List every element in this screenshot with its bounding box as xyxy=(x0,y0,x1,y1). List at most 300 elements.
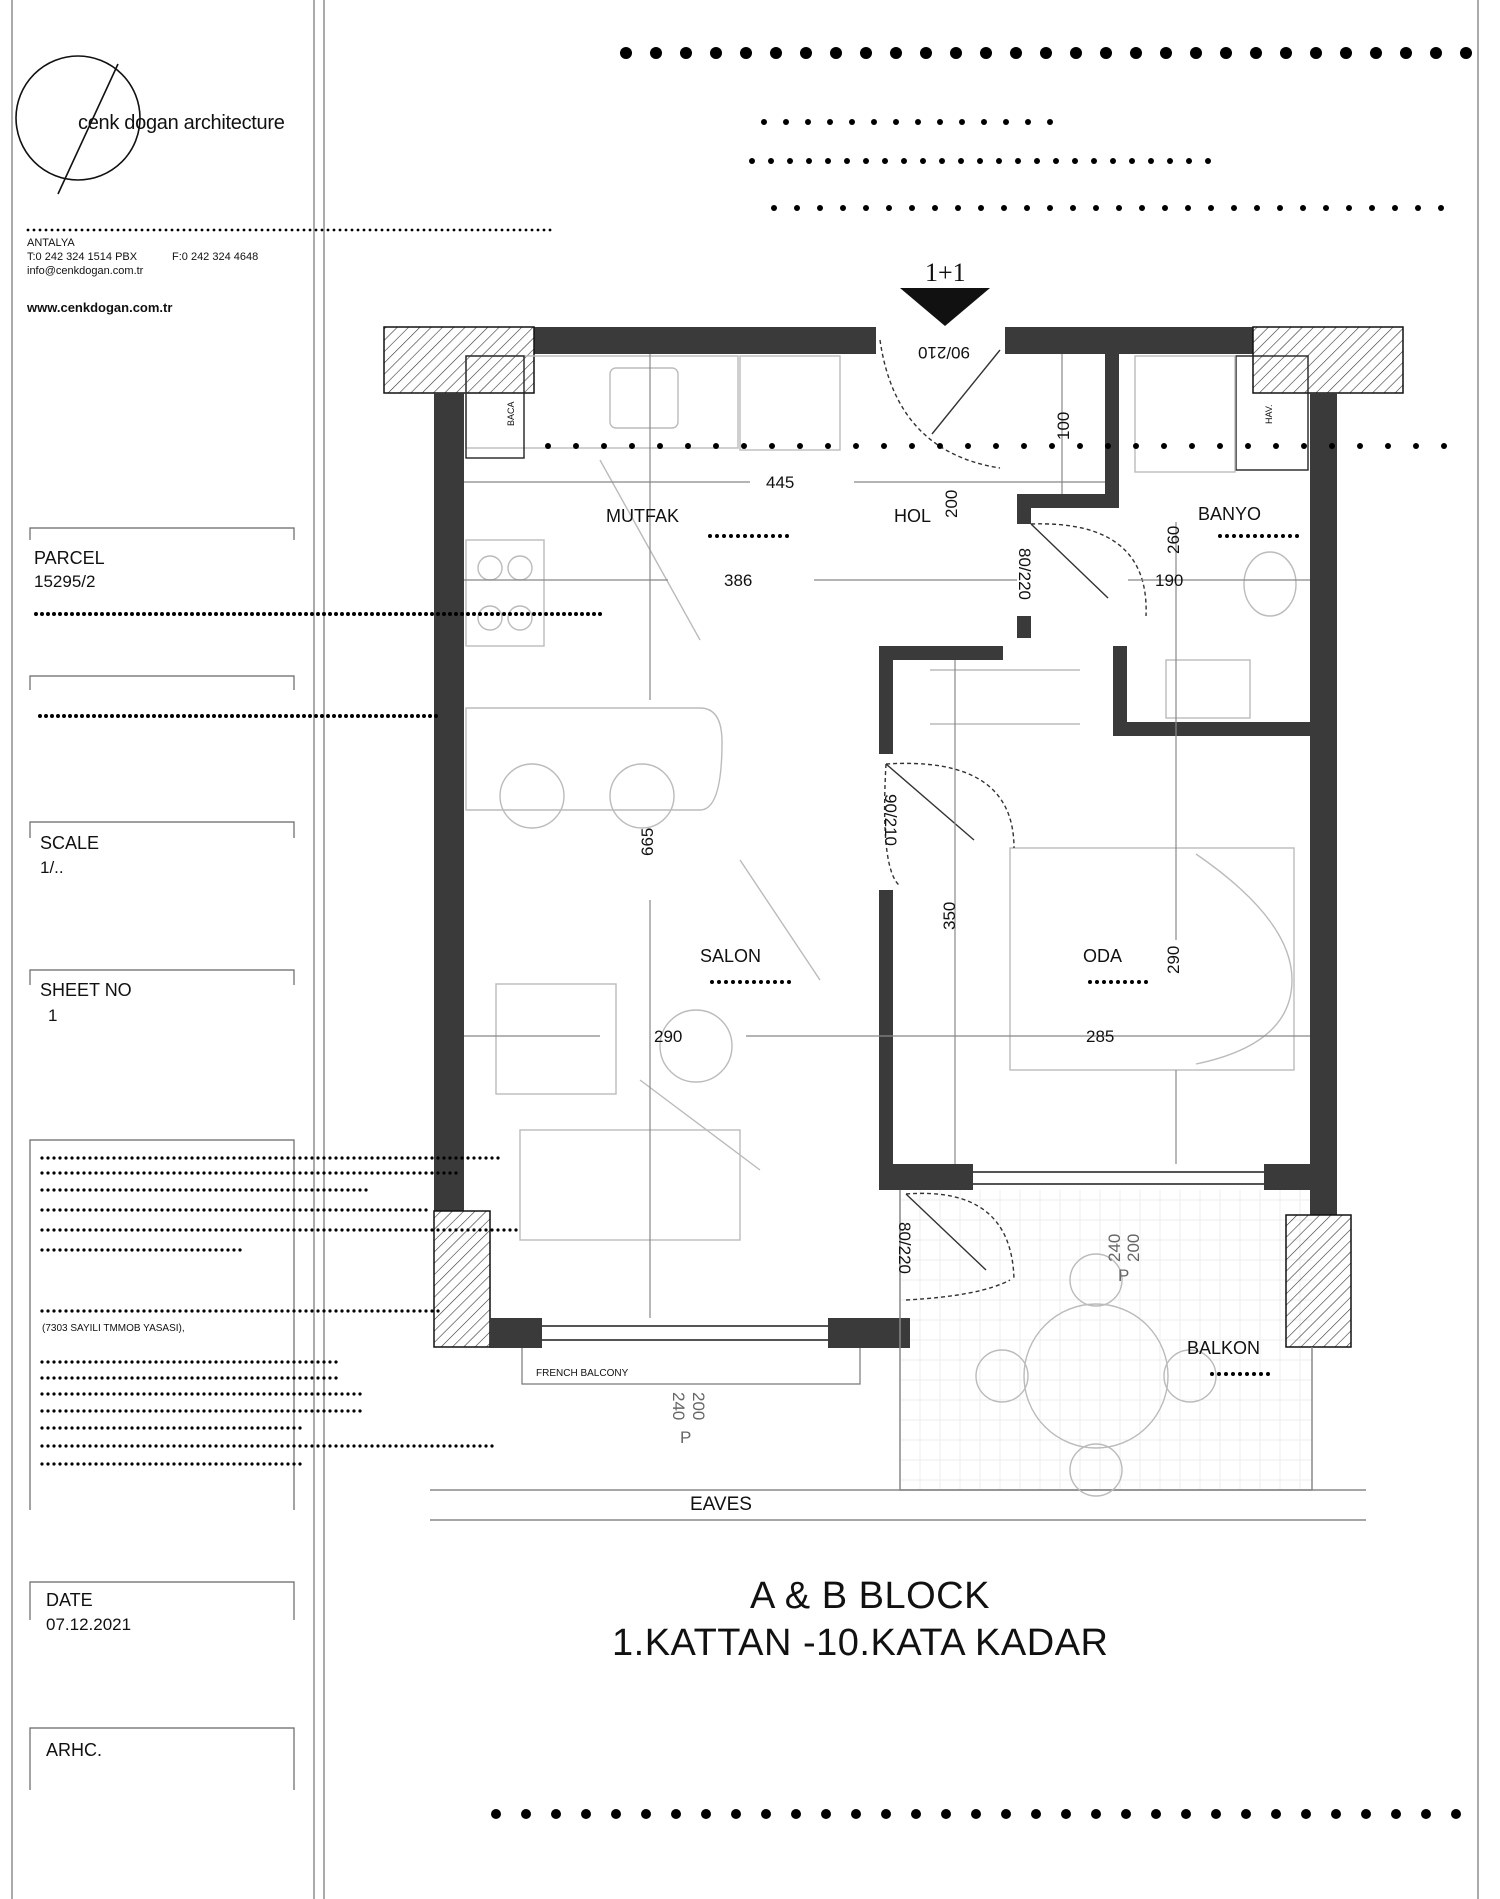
redaction-dot xyxy=(82,1156,85,1159)
redaction-dot xyxy=(206,714,210,718)
redaction-dot xyxy=(256,1156,259,1159)
redaction-dot xyxy=(262,1208,265,1211)
redaction-dot xyxy=(112,1444,115,1447)
redaction-dot xyxy=(238,1171,241,1174)
redaction-dot xyxy=(214,1444,217,1447)
redaction-dot xyxy=(495,229,498,232)
redaction-dot xyxy=(382,1309,385,1312)
redaction-dot xyxy=(219,229,222,232)
redaction-dot xyxy=(136,1409,139,1412)
redaction-dot xyxy=(352,1156,355,1159)
redaction-dot xyxy=(358,1409,361,1412)
redaction-dot xyxy=(88,1248,91,1251)
redaction-dot xyxy=(256,1462,259,1465)
redaction-dot xyxy=(142,1156,145,1159)
redaction-dot xyxy=(128,714,132,718)
redaction-dot xyxy=(657,443,663,449)
redaction-dot xyxy=(88,1426,91,1429)
redaction-dot xyxy=(176,714,180,718)
redaction-dot xyxy=(292,1309,295,1312)
redaction-dot xyxy=(220,612,224,616)
redaction-dot xyxy=(142,1376,145,1379)
redaction-dot xyxy=(346,1156,349,1159)
redaction-dot xyxy=(1415,205,1421,211)
redaction-dot xyxy=(106,1156,109,1159)
redaction-dot xyxy=(977,158,983,164)
redaction-dot xyxy=(406,1208,409,1211)
redaction-dot xyxy=(82,1426,85,1429)
redaction-dot xyxy=(88,1208,91,1211)
redaction-dot xyxy=(82,1444,85,1447)
redaction-dot xyxy=(94,1188,97,1191)
redaction-dot xyxy=(147,229,150,232)
redaction-dot xyxy=(250,1171,253,1174)
redaction-dot xyxy=(58,1309,61,1312)
redaction-dot xyxy=(220,1309,223,1312)
redaction-dot xyxy=(154,1376,157,1379)
redaction-dot xyxy=(46,1248,49,1251)
redaction-dot xyxy=(388,1309,391,1312)
redaction-dot xyxy=(286,1309,289,1312)
redaction-dot xyxy=(106,1409,109,1412)
redaction-dot xyxy=(100,1426,103,1429)
redaction-dot xyxy=(447,229,450,232)
redaction-dot xyxy=(238,1309,241,1312)
redaction-dot xyxy=(76,612,80,616)
redaction-dot xyxy=(316,1156,319,1159)
redaction-dot xyxy=(1224,1372,1228,1376)
redaction-dot xyxy=(893,119,899,125)
redaction-dot xyxy=(63,229,66,232)
redaction-dot xyxy=(1162,205,1168,211)
redaction-dot xyxy=(424,1156,427,1159)
redaction-dot xyxy=(214,1248,217,1251)
redaction-dot xyxy=(345,229,348,232)
redaction-dot xyxy=(184,1426,187,1429)
redaction-dot xyxy=(124,612,128,616)
redaction-dot xyxy=(286,1392,289,1395)
redaction-dot xyxy=(100,1444,103,1447)
redaction-dot xyxy=(238,1248,241,1251)
redaction-dot xyxy=(172,1409,175,1412)
redaction-dot xyxy=(268,1392,271,1395)
redaction-dot xyxy=(112,1360,115,1363)
redaction-dot xyxy=(292,1360,295,1363)
redaction-dot xyxy=(82,1376,85,1379)
redaction-dot xyxy=(1189,443,1195,449)
redaction-dot xyxy=(1190,47,1202,59)
redaction-dot xyxy=(46,1444,49,1447)
redaction-dot xyxy=(172,1392,175,1395)
redaction-dot xyxy=(328,1228,331,1231)
redaction-dot xyxy=(154,1248,157,1251)
redaction-dot xyxy=(316,1188,319,1191)
redaction-dot xyxy=(740,47,752,59)
redaction-dot xyxy=(64,1228,67,1231)
redaction-dot xyxy=(406,1171,409,1174)
redaction-dot xyxy=(256,1208,259,1211)
redaction-dot xyxy=(592,612,596,616)
redaction-dot xyxy=(1116,205,1122,211)
redaction-dot xyxy=(304,1409,307,1412)
redaction-dot xyxy=(106,612,110,616)
redaction-dot xyxy=(280,1171,283,1174)
redaction-dot xyxy=(178,1426,181,1429)
redaction-dot xyxy=(244,1309,247,1312)
redaction-dot xyxy=(256,1376,259,1379)
redaction-dot xyxy=(382,1444,385,1447)
redaction-dot xyxy=(196,1309,199,1312)
redaction-dot xyxy=(166,612,170,616)
redaction-dot xyxy=(106,1309,109,1312)
redaction-dot xyxy=(388,1156,391,1159)
redaction-dot xyxy=(124,1426,127,1429)
redaction-dot xyxy=(70,1188,73,1191)
redaction-dot xyxy=(328,1156,331,1159)
redaction-dot xyxy=(364,612,368,616)
redaction-dot xyxy=(388,1208,391,1211)
redaction-dot xyxy=(256,1444,259,1447)
redaction-dot xyxy=(442,1156,445,1159)
redaction-dot xyxy=(244,1426,247,1429)
redaction-dot xyxy=(881,443,887,449)
redaction-dot xyxy=(136,1462,139,1465)
redaction-dot xyxy=(484,1444,487,1447)
redaction-dot xyxy=(112,1208,115,1211)
redaction-dot xyxy=(232,612,236,616)
redaction-dot xyxy=(99,229,102,232)
redaction-dot xyxy=(166,1309,169,1312)
redaction-dot xyxy=(959,119,965,125)
redaction-dot xyxy=(1061,1809,1071,1819)
redaction-dot xyxy=(340,1156,343,1159)
redaction-dot xyxy=(256,1228,259,1231)
redaction-dot xyxy=(410,714,414,718)
redaction-dot xyxy=(106,1208,109,1211)
redaction-dot xyxy=(178,1309,181,1312)
redaction-dot xyxy=(160,1360,163,1363)
redaction-dot xyxy=(58,1248,61,1251)
redaction-dot xyxy=(70,1171,73,1174)
drawing-subtitle: 1.KATTAN -10.KATA KADAR xyxy=(612,1622,1109,1664)
redaction-dot xyxy=(52,1171,55,1174)
redaction-dot xyxy=(752,980,756,984)
redaction-dot xyxy=(202,1360,205,1363)
redaction-dot xyxy=(238,1360,241,1363)
redaction-dot xyxy=(1267,534,1271,538)
hav-label: HAV. xyxy=(1264,404,1274,424)
redaction-dot xyxy=(112,1248,115,1251)
redaction-dot xyxy=(334,1188,337,1191)
redaction-dot xyxy=(418,1309,421,1312)
redaction-dot xyxy=(130,1188,133,1191)
redaction-dot xyxy=(136,1426,139,1429)
redaction-dot xyxy=(388,612,392,616)
redaction-dot xyxy=(292,1409,295,1412)
redaction-dot xyxy=(226,1426,229,1429)
redaction-dot xyxy=(286,1444,289,1447)
redaction-dot xyxy=(871,119,877,125)
redaction-dot xyxy=(46,1426,49,1429)
redaction-dot xyxy=(1121,1809,1131,1819)
redaction-dot xyxy=(418,1156,421,1159)
redaction-dot xyxy=(454,1171,457,1174)
redaction-dot xyxy=(88,1360,91,1363)
redaction-dot xyxy=(94,612,98,616)
redaction-dot xyxy=(334,1376,337,1379)
redaction-dot xyxy=(1274,534,1278,538)
redaction-dot xyxy=(268,1156,271,1159)
redaction-dot xyxy=(334,1228,337,1231)
redaction-dot xyxy=(1205,158,1211,164)
redaction-dot xyxy=(358,1392,361,1395)
redaction-dot xyxy=(352,612,356,616)
redaction-dot xyxy=(1259,1372,1263,1376)
redaction-dot xyxy=(154,1462,157,1465)
redaction-dot xyxy=(196,1171,199,1174)
redaction-dot xyxy=(1218,534,1222,538)
redaction-dot xyxy=(1047,205,1053,211)
redaction-dot xyxy=(376,1156,379,1159)
redaction-dot xyxy=(394,1228,397,1231)
redaction-dot xyxy=(1438,205,1444,211)
redaction-dot xyxy=(232,1409,235,1412)
redaction-dot xyxy=(310,1208,313,1211)
redaction-dot xyxy=(1047,119,1053,125)
redaction-dot xyxy=(130,1462,133,1465)
redaction-dot xyxy=(142,1392,145,1395)
redaction-dot xyxy=(1277,205,1283,211)
redaction-dot xyxy=(142,1248,145,1251)
redaction-dot xyxy=(244,1409,247,1412)
redaction-dot xyxy=(292,1156,295,1159)
redaction-dot xyxy=(412,1228,415,1231)
redaction-dot xyxy=(130,1376,133,1379)
redaction-dot xyxy=(136,1360,139,1363)
redaction-dot xyxy=(394,1444,397,1447)
redaction-dot xyxy=(70,612,74,616)
redaction-dot xyxy=(106,1376,109,1379)
redaction-dot xyxy=(46,1409,49,1412)
redaction-dot xyxy=(208,1248,211,1251)
redaction-dot xyxy=(111,229,114,232)
redaction-dot xyxy=(46,1376,49,1379)
redaction-dot xyxy=(202,1309,205,1312)
redaction-dot xyxy=(629,443,635,449)
redaction-dot xyxy=(332,714,336,718)
redaction-dot xyxy=(932,205,938,211)
redaction-dot xyxy=(208,1309,211,1312)
redaction-dot xyxy=(130,1208,133,1211)
redaction-dot xyxy=(322,1188,325,1191)
redaction-dot xyxy=(882,158,888,164)
redaction-dot xyxy=(304,1392,307,1395)
redaction-dot xyxy=(459,229,462,232)
redaction-dot xyxy=(136,1376,139,1379)
redaction-dot xyxy=(514,612,518,616)
redaction-dot xyxy=(1238,1372,1242,1376)
redaction-dot xyxy=(220,1444,223,1447)
redaction-dot xyxy=(208,1156,211,1159)
redaction-dot xyxy=(598,612,602,616)
redaction-dot xyxy=(202,1248,205,1251)
redaction-dot xyxy=(68,714,72,718)
redaction-dot xyxy=(316,1171,319,1174)
redaction-dot xyxy=(471,229,474,232)
redaction-dot xyxy=(182,714,186,718)
redaction-dot xyxy=(309,229,312,232)
redaction-dot xyxy=(350,714,354,718)
redaction-dot xyxy=(328,1208,331,1211)
redaction-dot xyxy=(1160,47,1172,59)
redaction-dot xyxy=(741,443,747,449)
redaction-dot xyxy=(412,1208,415,1211)
redaction-dot xyxy=(394,1156,397,1159)
redaction-dot xyxy=(160,1309,163,1312)
redaction-dot xyxy=(220,1462,223,1465)
redaction-dot xyxy=(70,1228,73,1231)
redaction-dot xyxy=(82,1462,85,1465)
redaction-dot xyxy=(750,534,754,538)
redaction-dot xyxy=(886,205,892,211)
redaction-dot xyxy=(238,1409,241,1412)
redaction-dot xyxy=(148,1228,151,1231)
redaction-dot xyxy=(1266,1372,1270,1376)
redaction-dot xyxy=(454,612,458,616)
redaction-dot xyxy=(316,1208,319,1211)
redaction-dot xyxy=(136,612,140,616)
redaction-dot xyxy=(262,1309,265,1312)
redaction-dot xyxy=(170,714,174,718)
redaction-dot xyxy=(196,612,200,616)
redaction-dot xyxy=(310,1309,313,1312)
redaction-dot xyxy=(1300,205,1306,211)
dim-bed-width: 285 xyxy=(1086,1027,1115,1046)
redaction-dot xyxy=(1130,980,1134,984)
firm-website[interactable]: www.cenkdogan.com.tr xyxy=(27,300,173,315)
redaction-dot xyxy=(274,1426,277,1429)
redaction-dot xyxy=(340,1208,343,1211)
redaction-dot xyxy=(400,612,404,616)
redaction-dot xyxy=(148,1409,151,1412)
redaction-dot xyxy=(1254,205,1260,211)
redaction-dot xyxy=(250,1409,253,1412)
redaction-dot xyxy=(1385,443,1391,449)
redaction-dot xyxy=(58,1392,61,1395)
room-mutfak: MUTFAK xyxy=(606,506,680,526)
redaction-dot xyxy=(620,47,632,59)
redaction-dot xyxy=(148,1156,151,1159)
redaction-dot xyxy=(370,1444,373,1447)
redaction-dot xyxy=(400,1171,403,1174)
redaction-dot xyxy=(158,714,162,718)
redaction-dot xyxy=(297,229,300,232)
redaction-dot xyxy=(238,1462,241,1465)
redaction-dot xyxy=(262,1228,265,1231)
redaction-dot xyxy=(142,1462,145,1465)
redaction-dot xyxy=(298,612,302,616)
redaction-dot xyxy=(112,1392,115,1395)
redaction-dot xyxy=(130,1248,133,1251)
redaction-dot xyxy=(124,1309,127,1312)
redaction-dot xyxy=(46,612,50,616)
dim-kitchen-width: 445 xyxy=(766,473,795,492)
redaction-dot xyxy=(142,1309,145,1312)
redaction-dot xyxy=(196,1392,199,1395)
redaction-dot xyxy=(310,612,314,616)
redaction-dot xyxy=(76,1309,79,1312)
redaction-dot xyxy=(274,1171,277,1174)
redaction-dot xyxy=(177,229,180,232)
redaction-dot xyxy=(160,1188,163,1191)
redaction-dot xyxy=(304,1228,307,1231)
redaction-dot xyxy=(453,229,456,232)
redaction-dot xyxy=(154,1171,157,1174)
redaction-dot xyxy=(304,1208,307,1211)
redaction-dot xyxy=(392,714,396,718)
redaction-dot xyxy=(1185,205,1191,211)
redaction-dot xyxy=(256,1392,259,1395)
redaction-dot xyxy=(160,1462,163,1465)
redaction-dot xyxy=(148,1188,151,1191)
dim-bed-depth: 350 xyxy=(940,901,959,930)
redaction-dot xyxy=(136,1188,139,1191)
redaction-dot xyxy=(322,1392,325,1395)
redaction-dot xyxy=(58,1409,61,1412)
redaction-dot xyxy=(82,1248,85,1251)
redaction-dot xyxy=(484,1228,487,1231)
redaction-dot xyxy=(274,1462,277,1465)
redaction-dot xyxy=(136,1228,139,1231)
redaction-dot xyxy=(100,1248,103,1251)
redaction-dot xyxy=(136,1208,139,1211)
redaction-dot xyxy=(46,1309,49,1312)
redaction-dot xyxy=(232,1462,235,1465)
redaction-dot xyxy=(159,229,162,232)
redaction-dot xyxy=(286,1188,289,1191)
redaction-dot xyxy=(1331,1809,1341,1819)
redaction-dot xyxy=(94,1426,97,1429)
redaction-dot xyxy=(52,1309,55,1312)
redaction-dot xyxy=(328,1171,331,1174)
redaction-dot xyxy=(863,205,869,211)
redaction-dot xyxy=(310,1444,313,1447)
redaction-dot xyxy=(112,1426,115,1429)
redaction-dot xyxy=(298,1171,301,1174)
redaction-dot xyxy=(268,1426,271,1429)
redaction-dot xyxy=(710,47,722,59)
baca-label: BACA xyxy=(506,401,516,426)
redaction-dot xyxy=(364,1208,367,1211)
redaction-dot xyxy=(364,1156,367,1159)
redaction-dot xyxy=(759,980,763,984)
redaction-dot xyxy=(328,1376,331,1379)
firm-city: ANTALYA xyxy=(27,237,75,249)
redaction-dot xyxy=(250,1188,253,1191)
redaction-dot xyxy=(322,1360,325,1363)
redaction-dot xyxy=(104,714,108,718)
redaction-dot xyxy=(1225,534,1229,538)
redaction-dot xyxy=(214,1188,217,1191)
redaction-dot xyxy=(442,1171,445,1174)
redaction-dot xyxy=(261,229,264,232)
redaction-dot xyxy=(207,229,210,232)
redaction-dot xyxy=(460,1444,463,1447)
redaction-dot xyxy=(190,1409,193,1412)
redaction-dot xyxy=(472,1156,475,1159)
redaction-dot xyxy=(52,1248,55,1251)
redaction-dot xyxy=(202,1156,205,1159)
